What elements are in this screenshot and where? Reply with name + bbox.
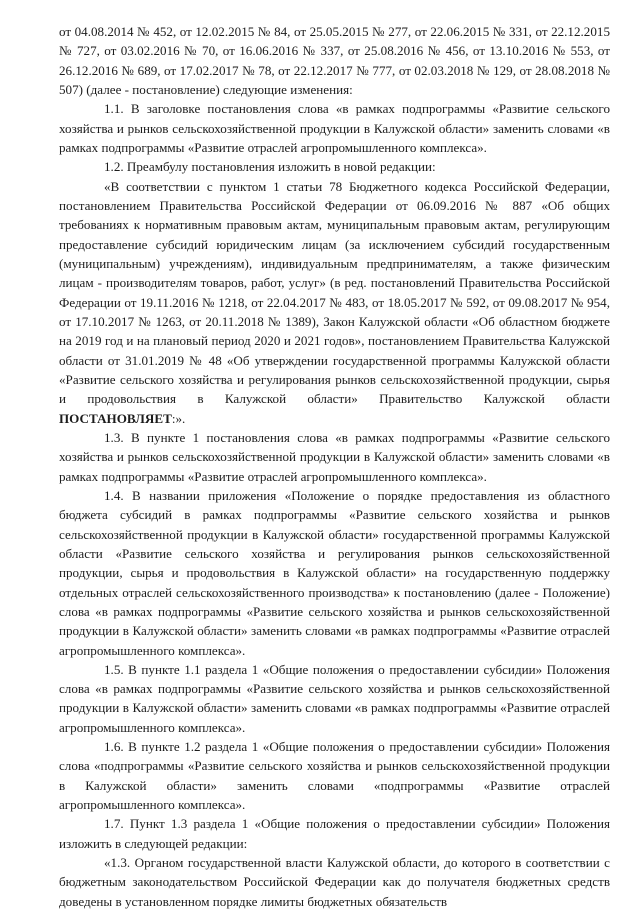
- paragraph-1-7: 1.7. Пункт 1.3 раздела 1 «Общие положения о предоставлении субсидии» Положения изложить в следующей редакции:: [59, 816, 610, 851]
- paragraph-1-3: 1.3. В пункте 1 постановления слова «в рамках подпрограммы «Развитие сельского хозяйства и рынков сельскохозяйственной продукции в Калужской области» заменить словами «в рамках подпрограммы «Развитие отраслей агропромышленного комплекса».: [59, 429, 610, 484]
- paragraph-1-1: 1.1. В заголовке постановления слова «в рамках подпрограммы «Развитие сельского хозяйства и рынков сельскохозяйственной продукции в Калужской области» заменить словами «в рамках подпрограммы «Развитие отраслей агропромышленного комплекса».: [59, 101, 610, 155]
- paragraph-1-3-new: «1.3. Органом государственной власти Калужской области, до которого в соответствии с бюджетным законодательством Российской Федерации как до получателя бюджетных средств доведены в установленном порядке лимиты бюджетных обязательств: [59, 855, 610, 909]
- paragraph-preamble: [59, 177, 610, 428]
- preamble-text: «В соответствии с пунктом 1 статьи 78 Бюджетного кодекса Российской Федерации, постановлением Правительства Российской Федерации от 06.09.2016 № 887 «Об общих требованиях к нормативным правовым актам, муниципальным правовым актам, регулирующим предоставление субсидий юридическим лицам (за исключением субсидий государственным (муниципальным) учреждениям), индивидуальным предпринимателям, а также физическим лицам - производителям товаров, работ, услуг» (в ред. постановлений Правительства Российской Федерации от 19.11.2016 № 1218, от 22.04.2017 № 483, от 18.05.2017 № 592, от 09.08.2017 № 954, от 17.10.2017 № 1263, от 20.11.2018 № 1389), Закон Калужской области «Об областном бюджете на 2019 год и на плановый период 2020 и 2021 годов», постановлением Правительства Калужской области от 31.01.2019 № 48 «Об утверждении государственной программы Калужской области «Развитие сельского хозяйства и регулирования рынков сельскохозяйственной продукции, сырья и продовольствия в Калужской области» Правительство Калужской области: [59, 178, 610, 407]
- paragraph-1-2: 1.2. Преамбулу постановления изложить в новой редакции:: [104, 159, 436, 175]
- document-page: [59, 22, 610, 911]
- preamble-end: :».: [171, 410, 186, 426]
- preamble-bold-word: ПОСТАНОВЛЯЕТ: [59, 410, 172, 426]
- paragraph-intro: от 04.08.2014 № 452, от 12.02.2015 № 84, от 25.05.2015 № 277, от 22.06.2015 № 331, от 22.12.2015 № 727, от 03.02.2016 № 70, от 16.06.2016 № 337, от 25.08.2016 № 456, от 13.10.2016 № 553, от 26.12.2016 № 689, от 17.02.2017 № 78, от 22.12.2017 № 777, от 02.03.2018 № 129, от 28.08.2018 № 507) (далее - постановление) следующие изменения:: [59, 24, 610, 97]
- paragraph-1-6: 1.6. В пункте 1.2 раздела 1 «Общие положения о предоставлении субсидии» Положения слова «подпрограммы «Развитие сельского хозяйства и рынков сельскохозяйственной продукции в Калужской области» заменить словами «подпрограммы «Развитие отраслей агропромышленного комплекса».: [59, 739, 610, 813]
- paragraph-1-5: 1.5. В пункте 1.1 раздела 1 «Общие положения о предоставлении субсидии» Положения слова «в рамках подпрограммы «Развитие сельского хозяйства и рынков сельскохозяйственной продукции в Калужской области» заменить словами «в рамках подпрограммы «Развитие отраслей агропромышленного комплекса».: [59, 661, 610, 735]
- paragraph-1-4: 1.4. В названии приложения «Положение о порядке предоставления из областного бюджета субсидий в рамках подпрограммы «Развитие сельского хозяйства и рынков сельскохозяйственной продукции в Калужской области» государственной программы Калужской области «Развитие сельского хозяйства и регулирования рынков сельскохозяйственной продукции, сырья и продовольствия в Калужской области» на государственную поддержку отдельных отраслей сельскохозяйственного производства» к постановлению (далее - Положение) слова «в рамках подпрограммы «Развитие сельского хозяйства и рынков сельскохозяйственной продукции в Калужской области» заменить словами «в рамках подпрограммы «Развитие отраслей агропромышленного комплекса».: [59, 487, 610, 658]
